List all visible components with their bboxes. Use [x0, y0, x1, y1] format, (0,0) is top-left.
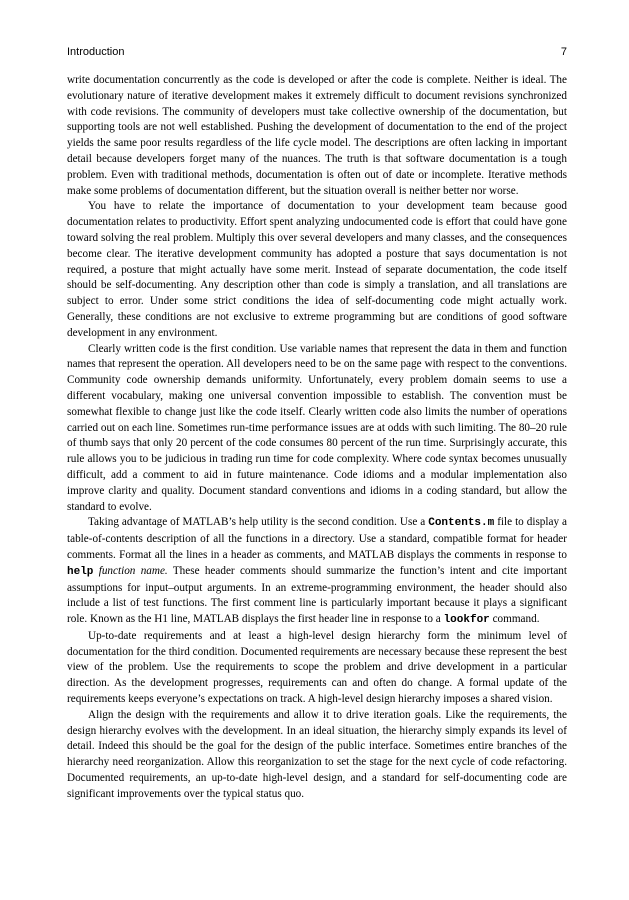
- italic-function-name: function name.: [98, 564, 168, 577]
- code-contents-m: Contents.m: [428, 517, 495, 530]
- paragraph-4-text-5: command.: [489, 613, 540, 626]
- paragraph-1: write documentation concurrently as the code is developed or after the code is complete. Neither is ideal. The evolutionary nature of iterative development makes it extremely difficult to document revisions synchronized with code revisions. The community of developers must take collective ownership of the documentation, but supporting tools are not well established. Pushing the development of documentation to the end of the project yields the same poor results regardless of the life cycle model. The descriptions are often lacking in important detail because developers forget many of the nuances. The truth is that software documentation is a tough problem. Even with traditional methods, documentation is often out of date or incomplete. Iterative methods make some problems of documentation different, but the situation overall is neither better nor worse.: [67, 74, 567, 197]
- paragraph-4-text-1: Taking advantage of MATLAB’s help utility is the second condition. Use a: [88, 516, 429, 529]
- paragraph-2: You have to relate the importance of documentation to your development team because good documentation relates to productivity. Effort spent analyzing undocumented code is effort that could have gone toward solving the real problem. Multiply this over several developers and many classes, and the consequences become clear. The iterative development community has adopted a posture that says documentation is not required, a posture that might actually have some merit. Instead of separate documentation, the code itself should be self-documenting. Any description other than code is simply a translation, and all translations are subject to error. Under some strict conditions the idea of self-documenting code might actually work. Generally, these conditions are not exclusive to extreme programming but are conditions of good software development in any environment.: [67, 200, 567, 339]
- paragraph-5: Up-to-date requirements and at least a high-level design hierarchy form the minimum level of documentation for the third condition. Documented requirements are necessary because these represent the best view of the problem. Use the requirements to scope the problem and drive development in a particular direction. As the development progresses, requirements can and often do change. A formal update of the requirements keeps everyone’s expectations on track. A high-level design hierarchy imposes a shared vision.: [67, 629, 567, 706]
- section-title: Introduction: [67, 46, 125, 58]
- body-text: [67, 73, 567, 803]
- paragraph-3: Clearly written code is the first condition. Use variable names that represent the data in them and function names that represent the operation. All developers need to be on the same page with respect to the conventions. Community code ownership demands uniformity. Unfortunately, every problem domain seems to use a different vocabulary, making one universal convention impossible to establish. The convention must be somewhat flexible to change just like the code itself. Clearly written code also limits the number of operations carried out on each line. Sometimes run-time performance issues are at odds with such limiting. The 80–20 rule of thumb says that only 20 percent of the code consumes 80 percent of the run time. Surprisingly accurate, this rule allows you to be judicious in trading run time for code complexity. Where code syntax becomes unusually difficult, add a comment to aid in future maintenance. Code idioms and a modular implementation also improve clarity and quality. Document standard conventions and idioms in a coding standard, but allow the standard to evolve.: [67, 342, 567, 513]
- code-lookfor: lookfor: [443, 614, 490, 627]
- paragraph-4-text-2: file to display a table-of-contents description of all the functions in a directory. Use a standard, compatible format for header comments. Format all the lines in a header as comments, and MATLAB displays the comments in response to: [67, 516, 567, 561]
- paragraph-6: Align the design with the requirements and allow it to drive iteration goals. Like the requirements, the design hierarchy evolves with the development. In an ideal situation, the hierarchy simply expands its level of detail. Indeed this should be the goal for the design of the public interface. Sometimes entire branches of the hierarchy need reorganization. Allow this reorganization to set the stage for the next cycle of code refactoring. Documented requirements, an up-to-date high-level design, and a standard for self-documenting code are significant improvements over the typical status quo.: [67, 708, 567, 800]
- paragraph-4-text-4: These header comments should summarize the function’s intent and cite important assumptions for input–output arguments. In an extreme-programming environment, the header should also include a list of test functions. The first comment line is particularly important because it plays a significant role. Known as the H1 line, MATLAB displays the first header line in response to a: [67, 564, 567, 626]
- code-help: help: [67, 565, 94, 578]
- paragraph-4: [67, 515, 567, 629]
- page-number: 7: [560, 46, 567, 58]
